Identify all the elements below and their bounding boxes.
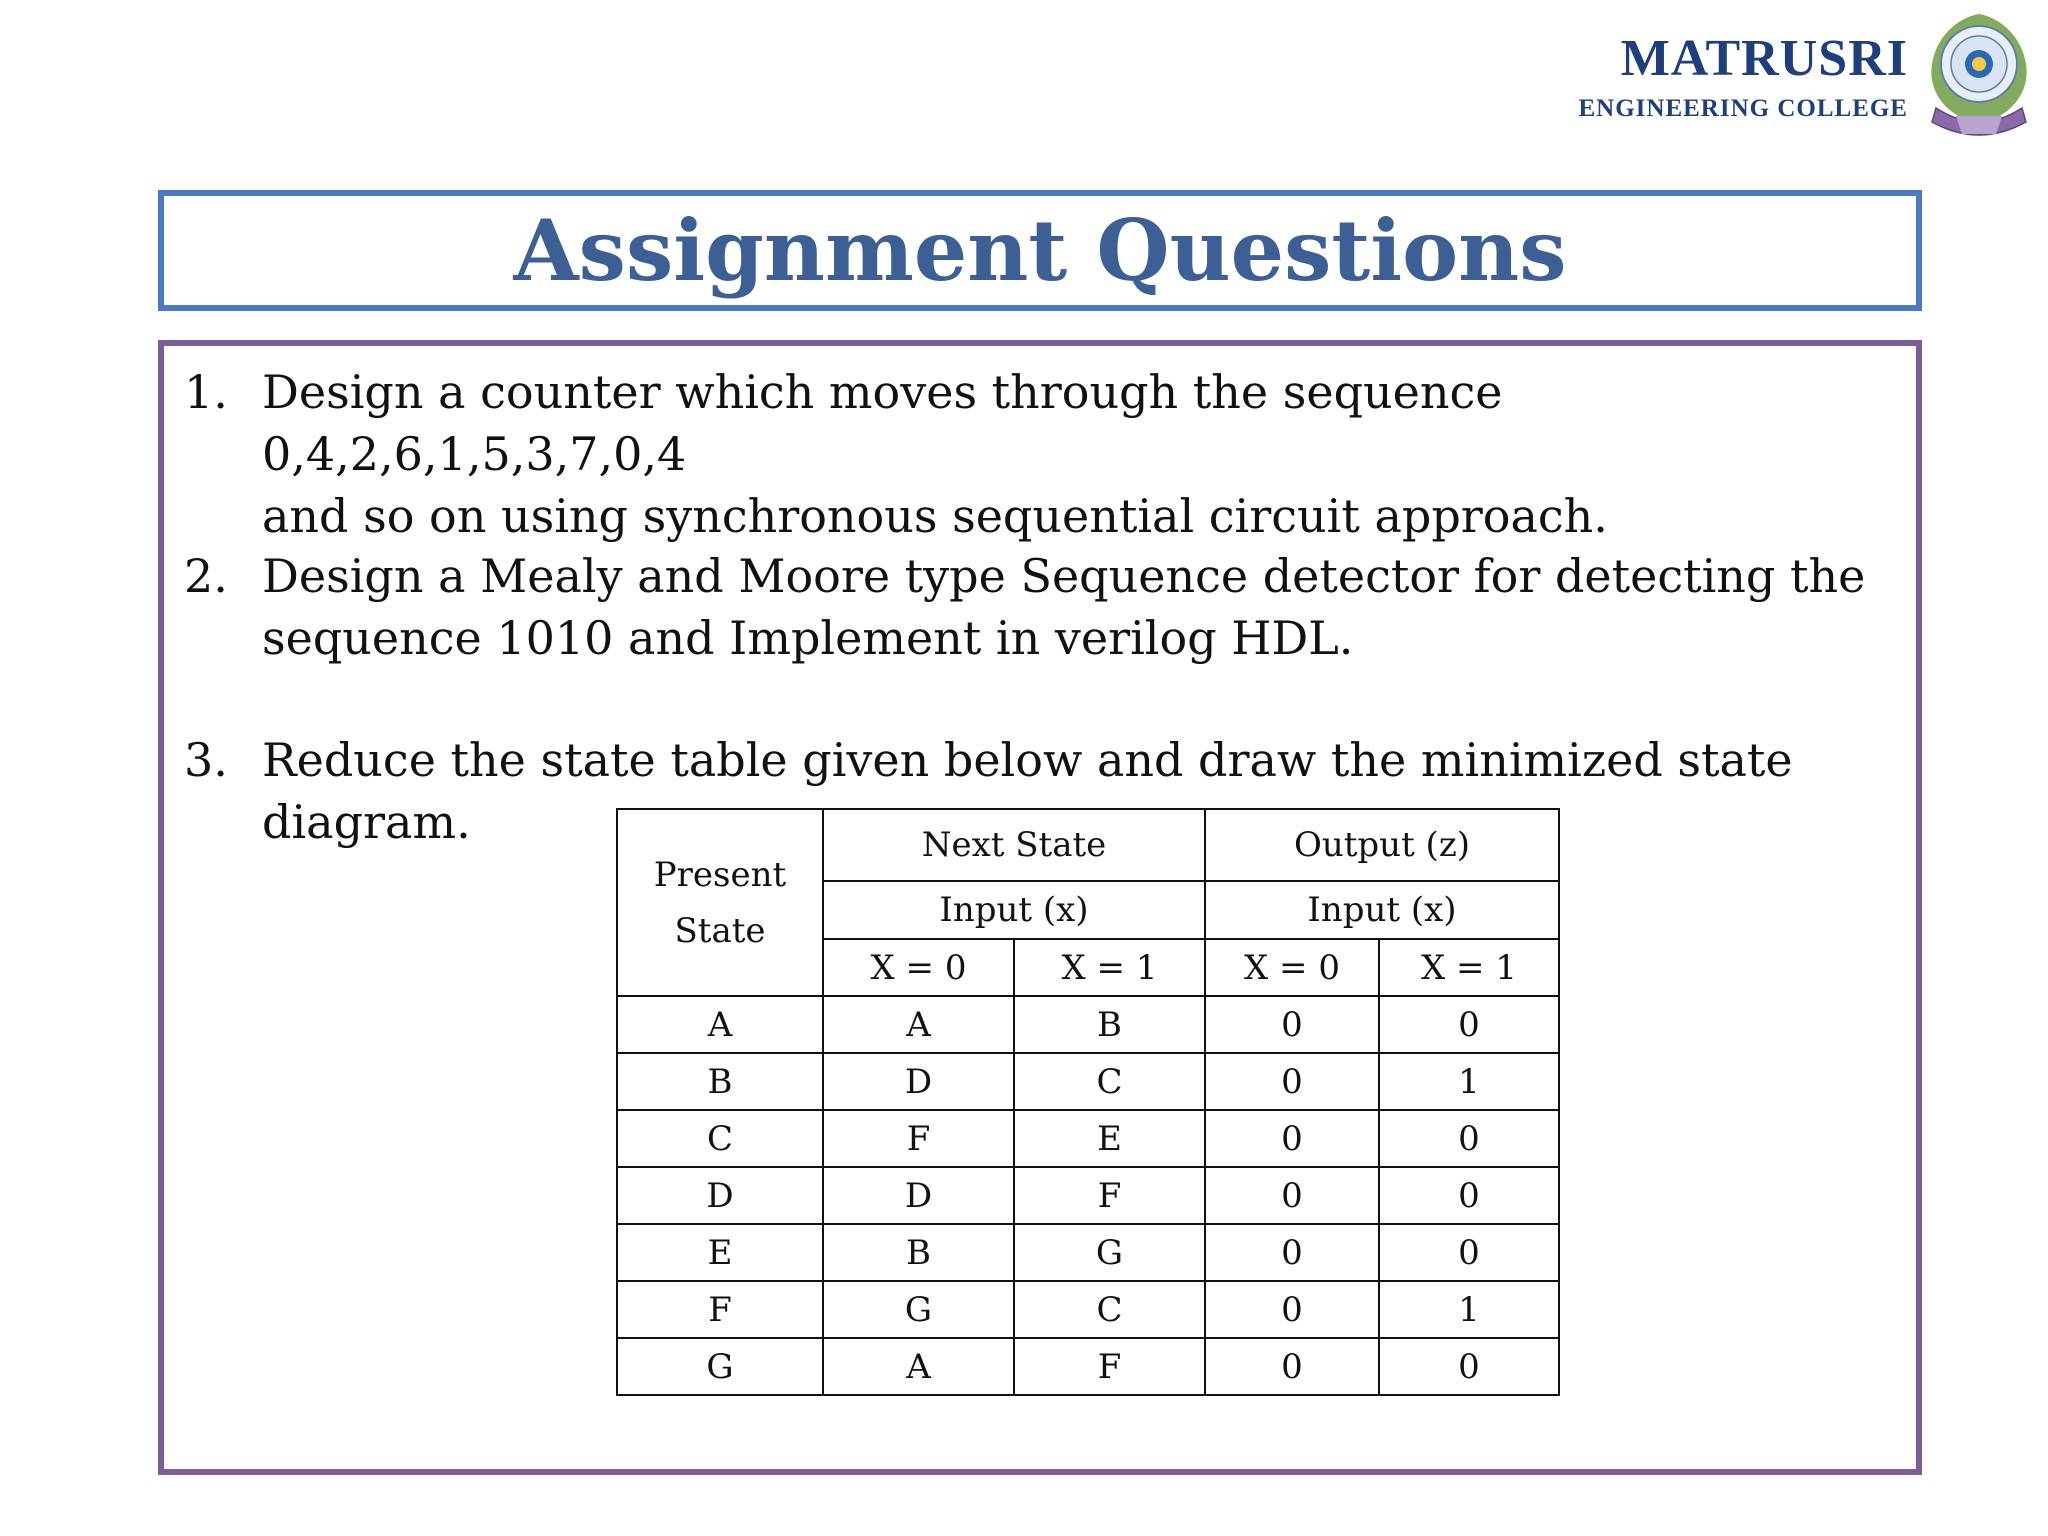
question-line: sequence 1010 and Implement in verilog HDL. [262,611,1354,665]
table-cell: A [823,1338,1014,1395]
table-cell: D [823,1053,1014,1110]
out-x0-header: X = 0 [1205,939,1379,996]
question-line: and so on using synchronous sequential circuit approach. [262,489,1608,543]
table-cell: 1 [1379,1281,1559,1338]
table-cell: 0 [1379,1110,1559,1167]
next-state-header: Next State [823,809,1205,881]
table-row [617,1281,1559,1338]
college-subtitle: ENGINEERING COLLEGE [1578,95,1908,122]
page-title: Assignment Questions [513,200,1567,300]
table-row [617,1053,1559,1110]
table-cell: 0 [1379,1167,1559,1224]
table-cell: A [823,996,1014,1053]
table-cell: 0 [1379,1338,1559,1395]
table-cell: G [1014,1224,1205,1281]
table-cell: F [1014,1167,1205,1224]
table-row [617,1224,1559,1281]
table-cell: 0 [1205,996,1379,1053]
table-cell: 0 [1205,1167,1379,1224]
college-logo [1579,8,2043,148]
question-2 [184,545,1904,669]
table-cell: 0 [1205,1281,1379,1338]
table-row [617,1110,1559,1167]
table-header-row [617,809,1559,881]
question-text [262,545,1904,669]
table-cell: 1 [1379,1053,1559,1110]
question-text [262,361,1904,547]
table-cell: 0 [1205,1338,1379,1395]
table-cell: F [617,1281,823,1338]
college-name: MATRUSRI [1620,30,1908,87]
out-x1-header: X = 1 [1379,939,1559,996]
table-cell: 0 [1379,996,1559,1053]
table-cell: G [617,1338,823,1395]
question-line: Reduce the state table given below and draw the minimized state diagram. [262,733,1793,849]
college-wordmark [1578,30,1909,123]
table-cell: F [1014,1338,1205,1395]
output-header: Output (z) [1205,809,1559,881]
table-cell: B [617,1053,823,1110]
table-cell: F [823,1110,1014,1167]
table-cell: B [1014,996,1205,1053]
next-state-input-header: Input (x) [823,881,1205,939]
table-cell: 0 [1379,1224,1559,1281]
table-row [617,1167,1559,1224]
question-number: 2. [184,549,228,603]
table-row [617,1338,1559,1395]
question-line: Design a Mealy and Moore type Sequence detector for detecting the [262,549,1866,603]
table-cell: D [823,1167,1014,1224]
table-cell: 0 [1205,1224,1379,1281]
table-cell: 0 [1205,1110,1379,1167]
table-cell: C [1014,1053,1205,1110]
table-cell: D [617,1167,823,1224]
present-state-line: State [674,910,766,951]
next-x1-header: X = 1 [1014,939,1205,996]
question-line: Design a counter which moves through the sequence 0,4,2,6,1,5,3,7,0,4 [262,365,1503,481]
question-number: 3. [184,733,228,787]
question-number: 1. [184,365,228,419]
present-state-header [617,809,823,996]
table-cell: B [823,1224,1014,1281]
question-1 [184,361,1904,547]
title-box [158,190,1922,311]
output-input-header: Input (x) [1205,881,1559,939]
table-cell: A [617,996,823,1053]
table-cell: C [617,1110,823,1167]
table-row [617,996,1559,1053]
state-table [616,808,1560,1396]
table-cell: C [1014,1281,1205,1338]
table-cell: E [617,1224,823,1281]
table-cell: 0 [1205,1053,1379,1110]
college-seal-icon [1916,8,2042,148]
table-cell: G [823,1281,1014,1338]
next-x0-header: X = 0 [823,939,1014,996]
table-cell: E [1014,1110,1205,1167]
content-box [158,340,1922,1475]
present-state-line: Present [653,854,787,895]
